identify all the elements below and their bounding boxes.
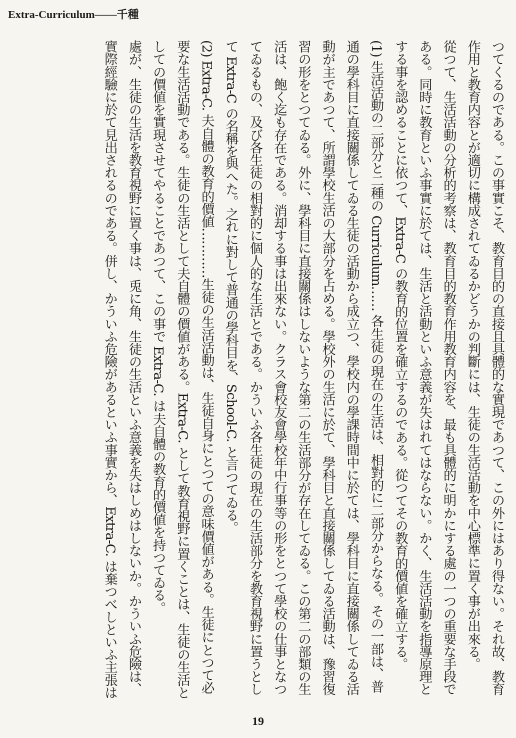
- page-number: 19: [252, 714, 264, 728]
- paragraph: (1) 生活活動の二部分と二種の Curriculum…… 各生徒の現在の生活は、相對的に二部分からなる。その一部は、普通の學科目に直接關係してゐる生徒の活動から成立つ、學校内の學課時間中に於ては、學科目に直接關係してゐる活動が主であつて、所謂學校生活の大部分を占める。學校外の生活に於て、學科目と直接關係してゐる活動は、豫習復習の形をとつてゐる。外に、學科目に直接關係はしないような第二の生活部分が存在してゐる。この第二の部類の生活は、飽く迄も存在である。消却する事は出來ない。クラス會校友會學校年中行事等の形をとつて學校の仕事となつてゐるもの、及び各生徒の相對的に個人的な生活とである。かういふ各生徒の現在の生活部分を教育視野に置うとして Extra-C の名稱を與へた。之れに對して普通の學科目を、School-C. と言つてゐる。: [222, 40, 383, 696]
- body-text: [8, 40, 508, 700]
- running-header: Extra-Curriculum——千種: [8, 9, 139, 21]
- paragraph: (2) Extra-C. 夫自體の教育的價値…………生徒の生活活動は、生徒自身にとつての意味價値がある。生徒にとつて必要な生活活動である。生徒の生活として夫自體の價値がある。Extra-C. として教育視野に置くことは、生徒の生活としての價値を實現させてやることであつて、この事で Extra-C. は夫自體の教育的價値を持つてゐる。: [150, 40, 214, 699]
- paragraph: 處が、生徒の生活を教育視野に置く事は、兎に角、生徒の生活といふ意義を失はしめはしないか。かういふ危險は、實際經驗に於て見出されるのである。併し、かういふ危險があるといふ事實から、Extra-C. は棄つべしといふ主張は: [101, 40, 141, 699]
- paragraph: つてくるのである。この事實こそ、教育目的の直接且具體的な實現であつて、この外にはあり得ない。それ故、教育作用と教育内容とが適切に構成されてゐるかどうかの判斷には、生徒の生活活動を中心標準に置く事が出來る。: [464, 40, 504, 696]
- paragraph: 從つて、生活活動の分析的考察は、教育目的教育作用教育内容を、最も具體的に明かにする處の一つの重要な手段である。同時に教育といふ事實に於ては、生活と活動といふ意義が失はれてはならない。かく、生活活動を指導原理とする事を認めることに依つて、Extra-C の教育的位置を確立するのである。從つてその教育的價値を確立する。: [392, 40, 456, 696]
